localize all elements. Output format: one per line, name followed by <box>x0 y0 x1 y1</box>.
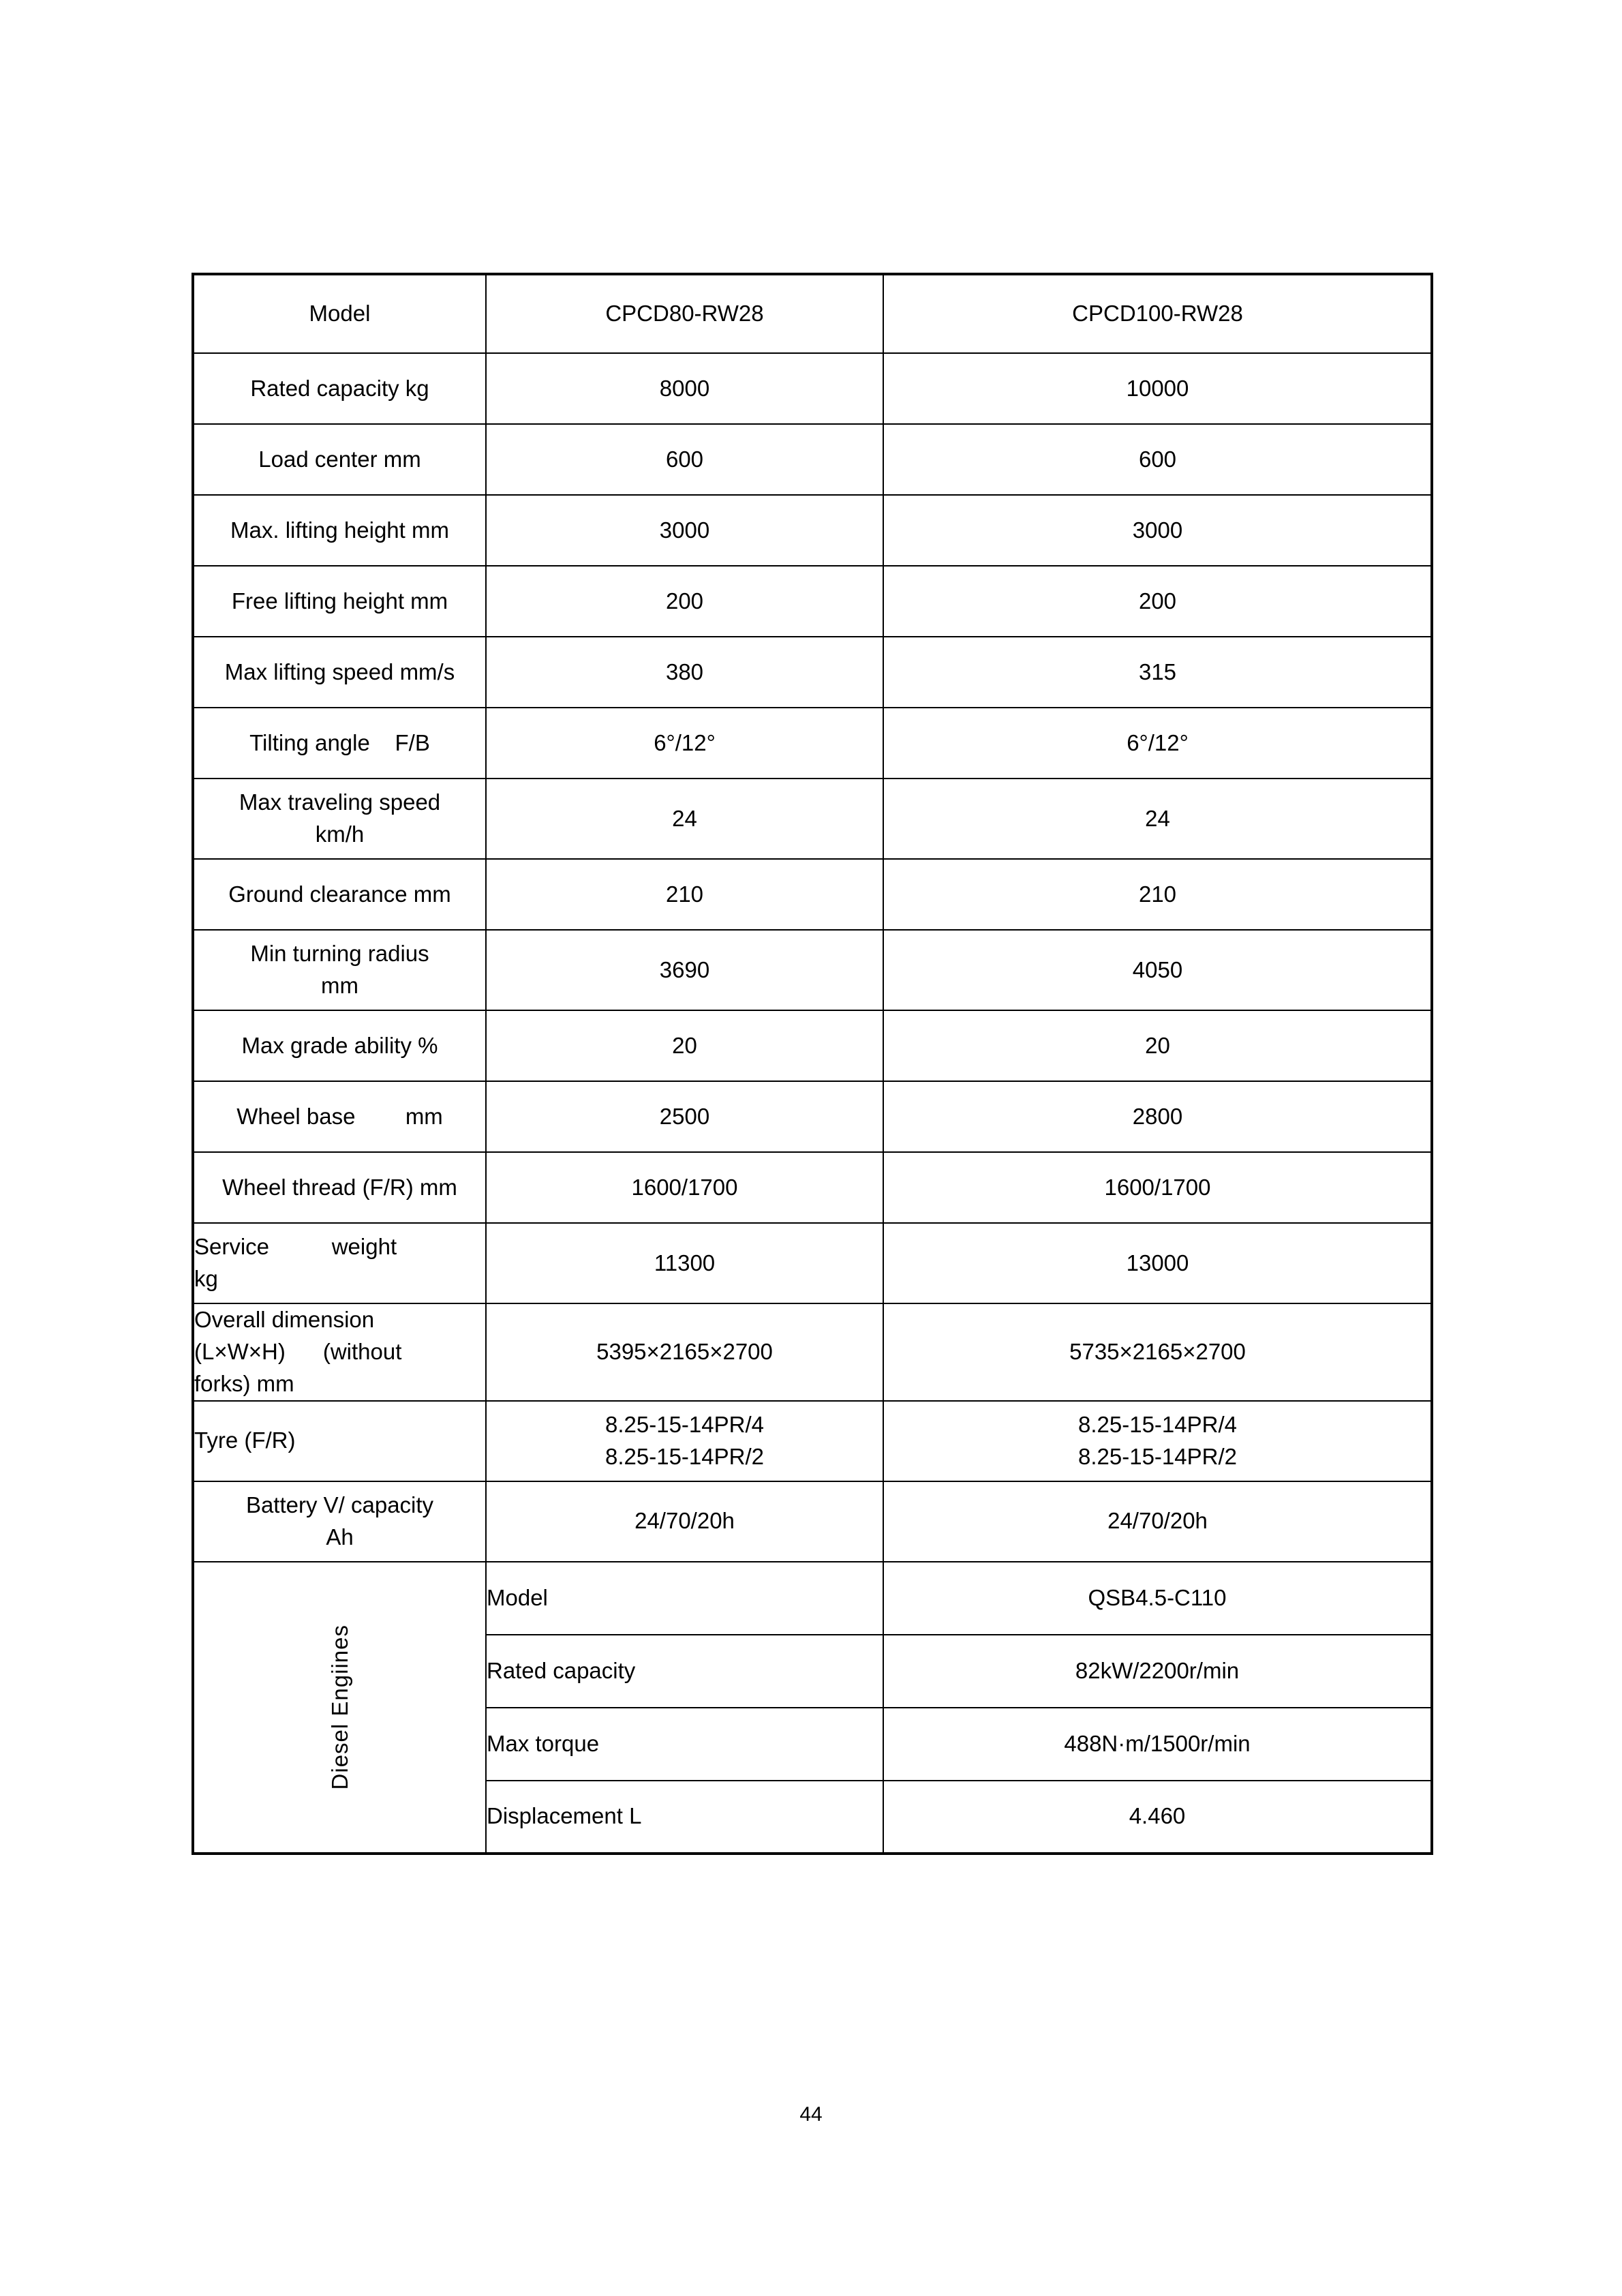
page-number: 44 <box>799 2103 823 2126</box>
engine-row-label: Max torque <box>486 1708 883 1781</box>
row-value-model1: 600 <box>486 424 883 495</box>
row-value-model2: 200 <box>883 566 1432 637</box>
row-value-model2: 600 <box>883 424 1432 495</box>
header-model-1: CPCD80-RW28 <box>486 274 883 353</box>
row-value-model1: 8000 <box>486 353 883 424</box>
row-label <box>193 1481 486 1562</box>
engine-row <box>193 1562 1432 1635</box>
row-value-model2: 20 <box>883 1010 1432 1081</box>
engine-row-label: Displacement L <box>486 1781 883 1854</box>
header-label-model: Model <box>193 274 486 353</box>
row-value-model1: 24/70/20h <box>486 1481 883 1562</box>
row-value-model1: 20 <box>486 1010 883 1081</box>
engine-row-value: 488N·m/1500r/min <box>883 1708 1432 1781</box>
row-label-line2: km/h <box>315 821 365 847</box>
row-label-line1: Max traveling speed <box>239 789 441 815</box>
row-value-model2: 2800 <box>883 1081 1432 1152</box>
row-value-model1: 11300 <box>486 1223 883 1303</box>
row-label: Rated capacity kg <box>193 353 486 424</box>
row-value-model2 <box>883 1401 1432 1481</box>
row-label-line1: Min turning radius <box>250 941 429 967</box>
table-row <box>193 1010 1432 1081</box>
specifications-table <box>192 273 1433 1855</box>
row-label-line2: Ah <box>326 1524 354 1550</box>
row-label-line2: kg <box>194 1266 218 1291</box>
table-row <box>193 424 1432 495</box>
table-row <box>193 566 1432 637</box>
row-label: Free lifting height mm <box>193 566 486 637</box>
header-model-2: CPCD100-RW28 <box>883 274 1432 353</box>
engine-row-value: QSB4.5-C110 <box>883 1562 1432 1635</box>
row-label-line2: mm <box>321 973 358 998</box>
row-value-line2: 8.25-15-14PR/2 <box>1078 1443 1237 1469</box>
row-value-model1: 200 <box>486 566 883 637</box>
row-value-model2: 4050 <box>883 930 1432 1010</box>
row-value-model2: 13000 <box>883 1223 1432 1303</box>
row-value-model1: 1600/1700 <box>486 1152 883 1223</box>
row-value-model2: 210 <box>883 859 1432 930</box>
row-value-model1: 5395×2165×2700 <box>486 1303 883 1401</box>
row-label: Max grade ability % <box>193 1010 486 1081</box>
row-label <box>193 930 486 1010</box>
engine-row-value: 4.460 <box>883 1781 1432 1854</box>
table-row <box>193 1223 1432 1303</box>
row-label-line2: (L×W×H) (without <box>194 1338 402 1364</box>
row-value-model1: 380 <box>486 637 883 708</box>
row-value-model1: 2500 <box>486 1081 883 1152</box>
engine-row-value: 82kW/2200r/min <box>883 1635 1432 1708</box>
engine-row-label: Model <box>486 1562 883 1635</box>
table-row <box>193 779 1432 859</box>
row-value-model1: 210 <box>486 859 883 930</box>
row-value-line1: 8.25-15-14PR/4 <box>1078 1411 1237 1437</box>
row-value-model2: 24/70/20h <box>883 1481 1432 1562</box>
row-label-line1: Service weight <box>194 1234 397 1260</box>
table-header-row <box>193 274 1432 353</box>
table-row <box>193 1481 1432 1562</box>
row-label-line1: Battery V/ capacity <box>245 1492 434 1517</box>
row-value-line1: 8.25-15-14PR/4 <box>605 1411 764 1437</box>
table-row <box>193 859 1432 930</box>
table-row <box>193 1152 1432 1223</box>
row-label: Wheel thread (F/R) mm <box>193 1152 486 1223</box>
row-value-model2: 24 <box>883 779 1432 859</box>
diesel-engines-group-label <box>193 1562 486 1854</box>
table-row <box>193 1081 1432 1152</box>
row-value-model1: 24 <box>486 779 883 859</box>
row-value-model2: 5735×2165×2700 <box>883 1303 1432 1401</box>
row-label <box>193 1223 486 1303</box>
diesel-engines-group-label-text: Diesel Engiines <box>327 1624 352 1790</box>
table-row <box>193 1401 1432 1481</box>
row-label: Load center mm <box>193 424 486 495</box>
row-value-model1 <box>486 1401 883 1481</box>
row-value-model2: 3000 <box>883 495 1432 566</box>
row-label: Tilting angle F/B <box>193 708 486 779</box>
row-value-model2: 1600/1700 <box>883 1152 1432 1223</box>
row-label <box>193 779 486 859</box>
row-value-model1: 6°/12° <box>486 708 883 779</box>
row-label: Max lifting speed mm/s <box>193 637 486 708</box>
row-value-line2: 8.25-15-14PR/2 <box>605 1443 764 1469</box>
row-label: Ground clearance mm <box>193 859 486 930</box>
row-value-model2: 315 <box>883 637 1432 708</box>
table-row <box>193 637 1432 708</box>
row-label: Wheel base mm <box>193 1081 486 1152</box>
table-row <box>193 495 1432 566</box>
table-row <box>193 708 1432 779</box>
row-label: Tyre (F/R) <box>193 1401 486 1481</box>
engine-row-label: Rated capacity <box>486 1635 883 1708</box>
row-value-model1: 3690 <box>486 930 883 1010</box>
row-label-line1: Overall dimension <box>194 1307 375 1332</box>
row-label <box>193 1303 486 1401</box>
table-row <box>193 353 1432 424</box>
row-value-model2: 6°/12° <box>883 708 1432 779</box>
row-value-model2: 10000 <box>883 353 1432 424</box>
table-row <box>193 930 1432 1010</box>
table-row <box>193 1303 1432 1401</box>
row-label: Max. lifting height mm <box>193 495 486 566</box>
row-label-line3: forks) mm <box>194 1370 294 1396</box>
row-value-model1: 3000 <box>486 495 883 566</box>
